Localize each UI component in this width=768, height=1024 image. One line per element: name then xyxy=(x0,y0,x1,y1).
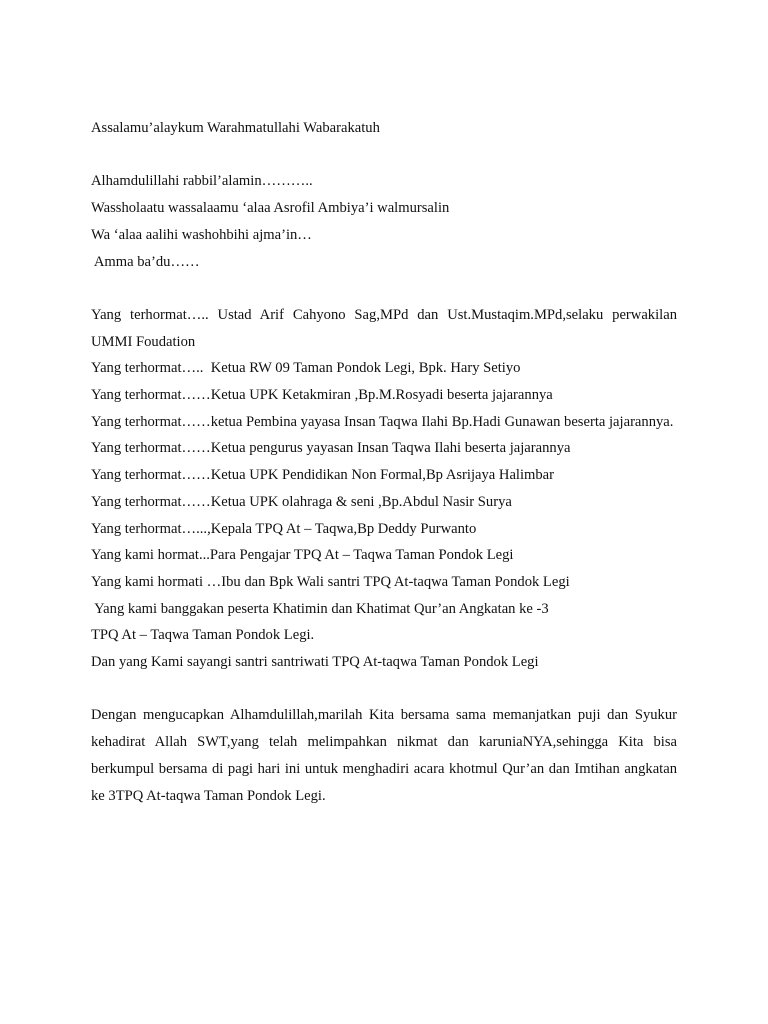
closing-paragraph: Dengan mengucapkan Alhamdulillah,marilah Kita bersama sama memanjatkan puji dan Syukur kehadirat Allah SWT,yang telah melimpahkan nikmat dan karuniaNYA,sehingga Kita bisa berkumpul bersama di pagi hari ini untuk menghadiri acara khotmul Qur’an dan Imtihan angkatan ke 3TPQ At-taqwa Taman Pondok Legi. xyxy=(91,707,677,804)
honorific-line: Yang terhormat….. Ketua RW 09 Taman Pondok Legi, Bpk. Hary Setiyo xyxy=(91,360,521,377)
opening-line: Wa ‘alaa aalihi washohbihi ajma’in… xyxy=(91,226,312,243)
honorific-line: Dan yang Kami sayangi santri santriwati TPQ At-taqwa Taman Pondok Legi xyxy=(91,654,539,671)
honorific-line: Yang terhormat……Ketua UPK olahraga & seni ,Bp.Abdul Nasir Surya xyxy=(91,493,512,510)
blank-line xyxy=(91,275,677,302)
honorific-line: Yang kami banggakan peserta Khatimin dan Khatimat Qur’an Angkatan ke -3 xyxy=(91,600,549,617)
honorific-line: TPQ At – Taqwa Taman Pondok Legi. xyxy=(91,627,315,644)
honorific-line: Yang terhormat…...,Kepala TPQ At – Taqwa,Bp Deddy Purwanto xyxy=(91,520,477,537)
opening-line: Alhamdulillahi rabbil’alamin……….. xyxy=(91,173,313,190)
blank-line xyxy=(91,142,677,169)
opening-line: Amma ba’du…… xyxy=(91,253,200,270)
honorific-line: Yang terhormat……Ketua UPK Ketakmiran ,Bp.M.Rosyadi beserta jajarannya xyxy=(91,387,553,403)
honorific-line: Yang terhormat….. Ustad Arif Cahyono Sag,MPd dan Ust.Mustaqim.MPd,selaku perwakilan UMMI Foudation xyxy=(91,306,677,350)
honorific-line: Yang kami hormat...Para Pengajar TPQ At – Taqwa Taman Pondok Legi xyxy=(91,547,514,564)
blank-line xyxy=(91,676,677,703)
honorific-line: Yang terhormat……Ketua pengurus yayasan Insan Taqwa Ilahi beserta jajarannya xyxy=(91,440,571,457)
honorific-line: Yang terhormat……Ketua UPK Pendidikan Non Formal,Bp Asrijaya Halimbar xyxy=(91,467,555,484)
honorific-line: Yang kami hormati …Ibu dan Bpk Wali santri TPQ At-taqwa Taman Pondok Legi xyxy=(91,573,570,590)
opening-line: Wassholaatu wassalaamu ‘alaa Asrofil Ambiya’i walmursalin xyxy=(91,200,450,217)
honorific-line: Yang terhormat……ketua Pembina yayasa Insan Taqwa Ilahi Bp.Hadi Gunawan beserta jajarannya. xyxy=(91,413,674,430)
greeting-line: Assalamu’alaykum Warahmatullahi Wabarakatuh xyxy=(91,120,380,136)
document-body xyxy=(91,115,677,809)
